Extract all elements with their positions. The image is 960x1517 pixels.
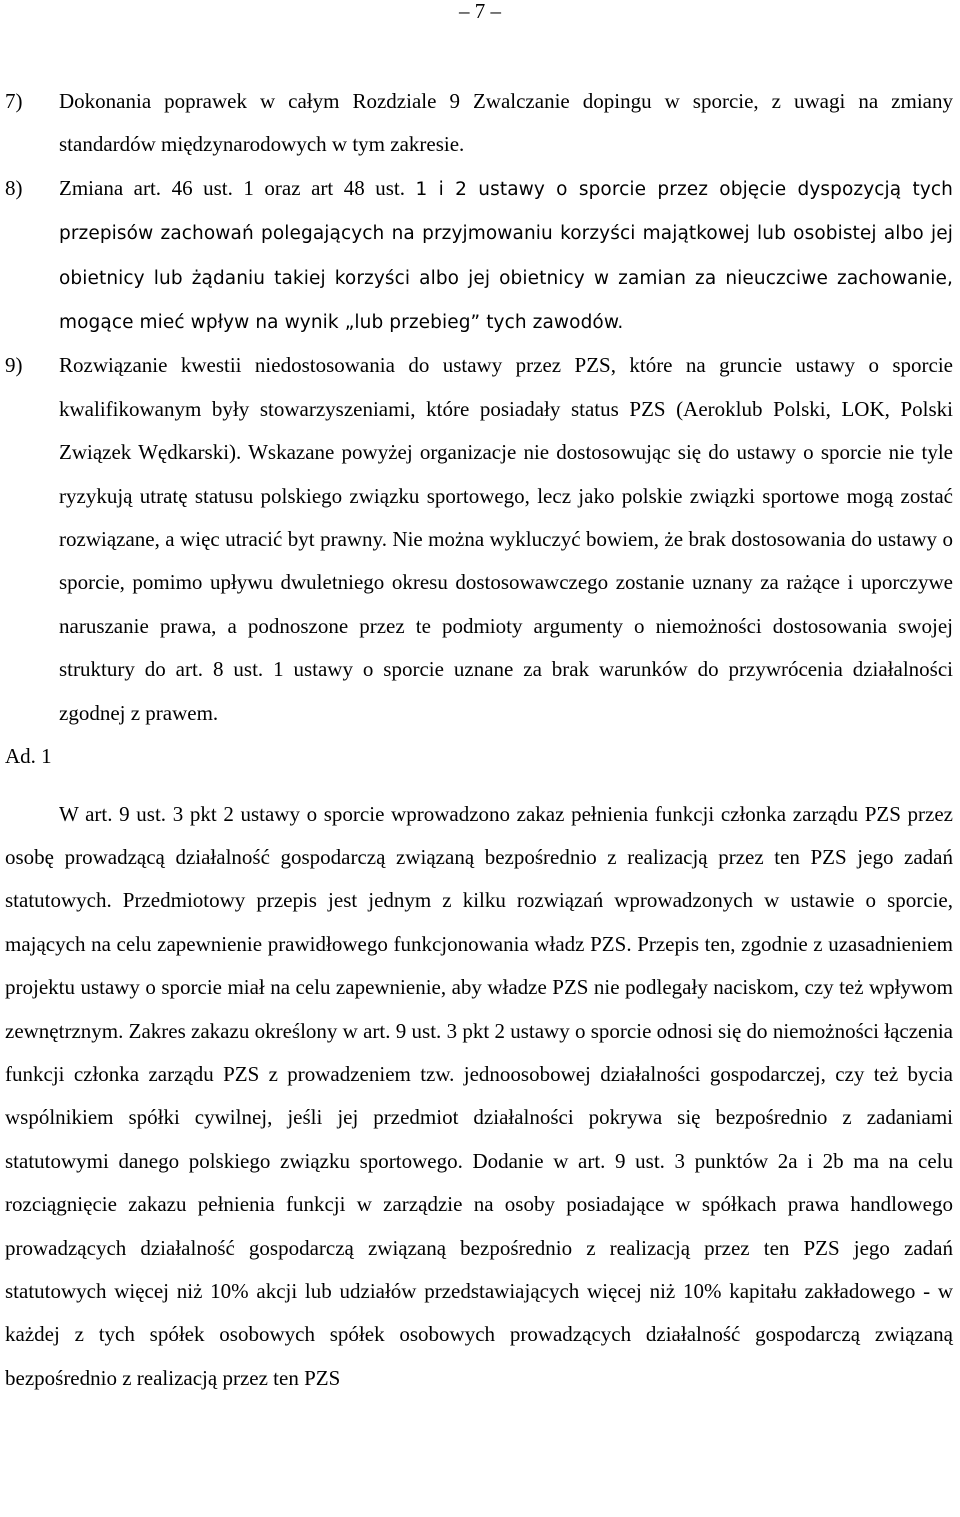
list-item-text: Rozwiązanie kwestii niedostosowania do ustawy przez PZS, które na gruncie ustawy o sporcie kwalifikowanym były stowarzyszeniami, które posiadały status PZS (Aeroklub Polski, LOK, Polski Związek Wędkarski). Wskazane powyżej organizacje nie dostosowując się do ustawy o sporcie nie tyle ryzykują utratę statusu polskiego związku sportowego, lecz jako polskie związki sportowe mogą zostać rozwiązane, a więc utracić byt prawny. Nie można wykluczyć bowiem, że brak dostosowania do ustawy o sporcie, pomimo upływu dwuletniego okresu dostosowawczego zostanie uznany za rażące i uporczywe naruszanie prawa, a podnoszone przez te podmioty argumenty o niemożności dostosowania swojej struktury do art. 8 ust. 1 ustawy o sporcie uznane za brak warunków do przywrócenia działalności zgodnej z prawem. bbox=[59, 353, 953, 725]
list-item-9 bbox=[5, 344, 953, 735]
list-item-8 bbox=[5, 167, 953, 345]
list-item-number: 8) bbox=[5, 175, 23, 200]
section-paragraph: W art. 9 ust. 3 pkt 2 ustawy o sporcie wprowadzono zakaz pełnienia funkcji członka zarządu PZS przez osobę prowadzącą działalność gospodarczą związaną bezpośrednio z realizacją przez ten PZS jego zadań statutowych. Przedmiotowy przepis jest jednym z kilku rozwiązań wprowadzonych w ustawie o sporcie, mających na celu zapewnienie prawidłowego funkcjonowania władz PZS. Przepis ten, zgodnie z uzasadnieniem projektu ustawy o sporcie miał na celu zapewnienie, aby władze PZS nie podlegały naciskom, czy też wpływom zewnętrznym. Zakres zakazu określony w art. 9 ust. 3 pkt 2 ustawy o sporcie odnosi się do niemożności łączenia funkcji członka zarządu PZS z prowadzeniem tzw. jednoosobowej działalności gospodarczej, czy też bycia wspólnikiem spółki cywilnej, jeśli jej przedmiot działalności pokrywa się bezpośrednio z zadaniami statutowymi danego polskiego związku sportowego. Dodanie w art. 9 ust. 3 punktów 2a i 2b ma na celu rozciągnięcie zakazu pełnienia funkcji w zarządzie na osoby posiadające w spółkach prawa handlowego prowadzących działalność gospodarczą związaną bezpośrednio z realizacją przez ten PZS jego zadań statutowych więcej niż 10% akcji lub udziałów przedstawiających więcej niż 10% kapitału zakładowego - w każdej z tych spółek osobowych spółek osobowych prowadzących działalność gospodarczą związaną bezpośrednio z realizacją przez ten PZS bbox=[5, 801, 953, 1390]
list-item-number: 7) bbox=[5, 89, 23, 113]
list-item-text: Zmiana art. 46 ust. 1 oraz art 48 ust. bbox=[59, 175, 416, 200]
page-number: – 7 – bbox=[459, 0, 501, 23]
section-heading: Ad. 1 bbox=[5, 744, 52, 769]
document-body bbox=[5, 80, 953, 1400]
list-item-text: Dokonania poprawek w całym Rozdziale 9 Zwalczanie dopingu w sporcie, z uwagi na zmiany standardów międzynarodowych w tym zakresie. bbox=[59, 89, 953, 157]
list-item-7 bbox=[5, 80, 953, 167]
list-item-text-continued: 1 i 2 ustawy o sporcie przez objęcie dyspozycją tych przepisów zachowań polegających na przyjmowaniu korzyści majątkowej lub osobistej albo jej obietnicy lub żądaniu takiej korzyści albo jej obietnicy w zamian za nieuczciwe zachowanie, mogące mieć wpływ na wynik „lub przebieg” tych zawodów. bbox=[59, 178, 953, 334]
list-item-number: 9) bbox=[5, 353, 23, 378]
